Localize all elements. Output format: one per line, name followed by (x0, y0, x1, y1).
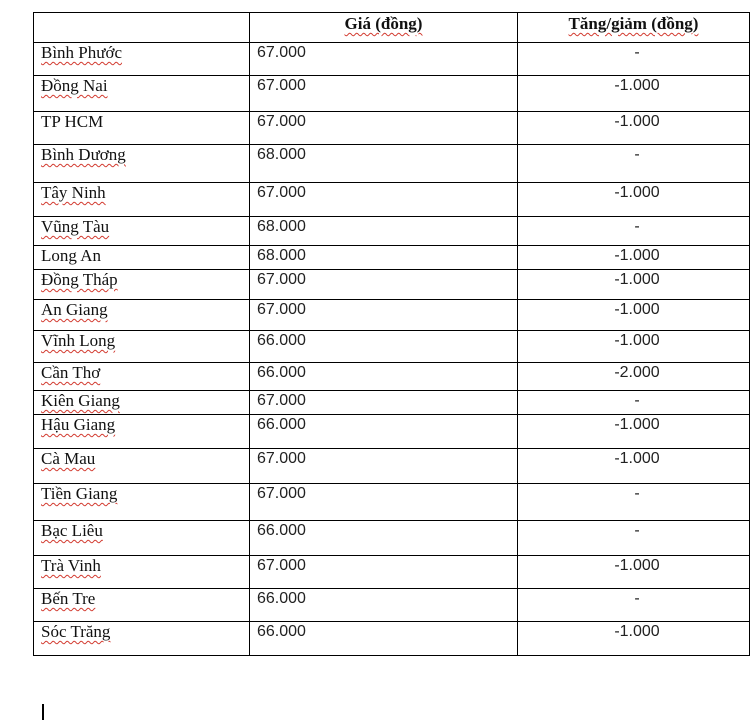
table-row (34, 363, 750, 391)
table-row (34, 521, 750, 556)
province-name: Đồng Nai (41, 76, 108, 95)
price-cell: 67.000 (250, 556, 518, 589)
province-cell (34, 449, 250, 484)
price-cell: 67.000 (250, 449, 518, 484)
change-cell: -1.000 (518, 246, 750, 270)
table-row (34, 484, 750, 521)
province-cell (34, 589, 250, 622)
price-cell: 66.000 (250, 331, 518, 363)
province-name: Bến Tre (41, 589, 96, 608)
province-name: Sóc Trăng (41, 622, 111, 641)
table-body (34, 43, 750, 656)
change-cell: -1.000 (518, 622, 750, 656)
table-row (34, 145, 750, 183)
price-cell: 68.000 (250, 145, 518, 183)
province-cell (34, 556, 250, 589)
change-cell: -2.000 (518, 363, 750, 391)
price-cell: 66.000 (250, 589, 518, 622)
change-cell: -1.000 (518, 556, 750, 589)
change-cell: - (518, 589, 750, 622)
province-cell (34, 363, 250, 391)
province-name: Long An (41, 246, 101, 265)
text-cursor (42, 704, 44, 720)
table-row (34, 270, 750, 300)
change-cell: -1.000 (518, 300, 750, 331)
table-row (34, 449, 750, 484)
header-price-label: Giá (đồng) (344, 14, 423, 33)
table-row (34, 112, 750, 145)
change-cell: - (518, 521, 750, 556)
price-cell: 66.000 (250, 622, 518, 656)
price-cell: 67.000 (250, 391, 518, 415)
province-cell (34, 300, 250, 331)
province-cell (34, 391, 250, 415)
price-cell: 68.000 (250, 246, 518, 270)
price-cell: 67.000 (250, 300, 518, 331)
table-row (34, 391, 750, 415)
price-table (33, 12, 750, 656)
province-name: Cần Thơ (41, 363, 101, 382)
province-name: Vũng Tàu (41, 217, 110, 236)
change-cell: -1.000 (518, 112, 750, 145)
province-name: Kiên Giang (41, 391, 120, 410)
province-name: Đồng Tháp (41, 270, 118, 289)
province-cell (34, 112, 250, 145)
table-row (34, 415, 750, 449)
change-cell: - (518, 217, 750, 246)
province-cell (34, 415, 250, 449)
change-cell: -1.000 (518, 449, 750, 484)
change-cell: -1.000 (518, 183, 750, 217)
header-province (34, 13, 250, 43)
table-row (34, 183, 750, 217)
province-cell (34, 521, 250, 556)
price-cell: 66.000 (250, 363, 518, 391)
province-name: Tiền Giang (41, 484, 118, 503)
price-cell: 67.000 (250, 76, 518, 112)
province-name: Hậu Giang (41, 415, 116, 434)
change-cell: - (518, 391, 750, 415)
province-cell (34, 270, 250, 300)
province-name: Tây Ninh (41, 183, 106, 202)
province-name: TP HCM (41, 112, 104, 131)
province-cell (34, 183, 250, 217)
province-name: Trà Vinh (41, 556, 101, 575)
table-row (34, 217, 750, 246)
price-cell: 67.000 (250, 112, 518, 145)
change-cell: -1.000 (518, 331, 750, 363)
table-row (34, 331, 750, 363)
province-cell (34, 145, 250, 183)
price-cell: 66.000 (250, 521, 518, 556)
table-row (34, 622, 750, 656)
province-cell (34, 622, 250, 656)
province-name: An Giang (41, 300, 108, 319)
change-cell: - (518, 484, 750, 521)
province-cell (34, 76, 250, 112)
change-cell: -1.000 (518, 270, 750, 300)
change-cell: -1.000 (518, 415, 750, 449)
price-cell: 68.000 (250, 217, 518, 246)
province-name: Bạc Liêu (41, 521, 103, 540)
province-cell (34, 43, 250, 76)
province-cell (34, 246, 250, 270)
province-name: Bình Phước (41, 43, 123, 62)
table-row (34, 300, 750, 331)
price-cell: 67.000 (250, 270, 518, 300)
price-cell: 66.000 (250, 415, 518, 449)
province-name: Cà Mau (41, 449, 96, 468)
change-cell: - (518, 145, 750, 183)
province-name: Vĩnh Long (41, 331, 116, 350)
price-cell: 67.000 (250, 484, 518, 521)
table-row (34, 43, 750, 76)
header-change-label: Tăng/giảm (đồng) (568, 14, 699, 33)
province-cell (34, 331, 250, 363)
table-row (34, 246, 750, 270)
table-row (34, 556, 750, 589)
province-cell (34, 484, 250, 521)
table-header-row (34, 13, 750, 43)
header-price (250, 13, 518, 43)
table-row (34, 589, 750, 622)
province-cell (34, 217, 250, 246)
price-cell: 67.000 (250, 183, 518, 217)
change-cell: -1.000 (518, 76, 750, 112)
header-change (518, 13, 750, 43)
province-name: Bình Dương (41, 145, 126, 164)
change-cell: - (518, 43, 750, 76)
table-row (34, 76, 750, 112)
price-cell: 67.000 (250, 43, 518, 76)
